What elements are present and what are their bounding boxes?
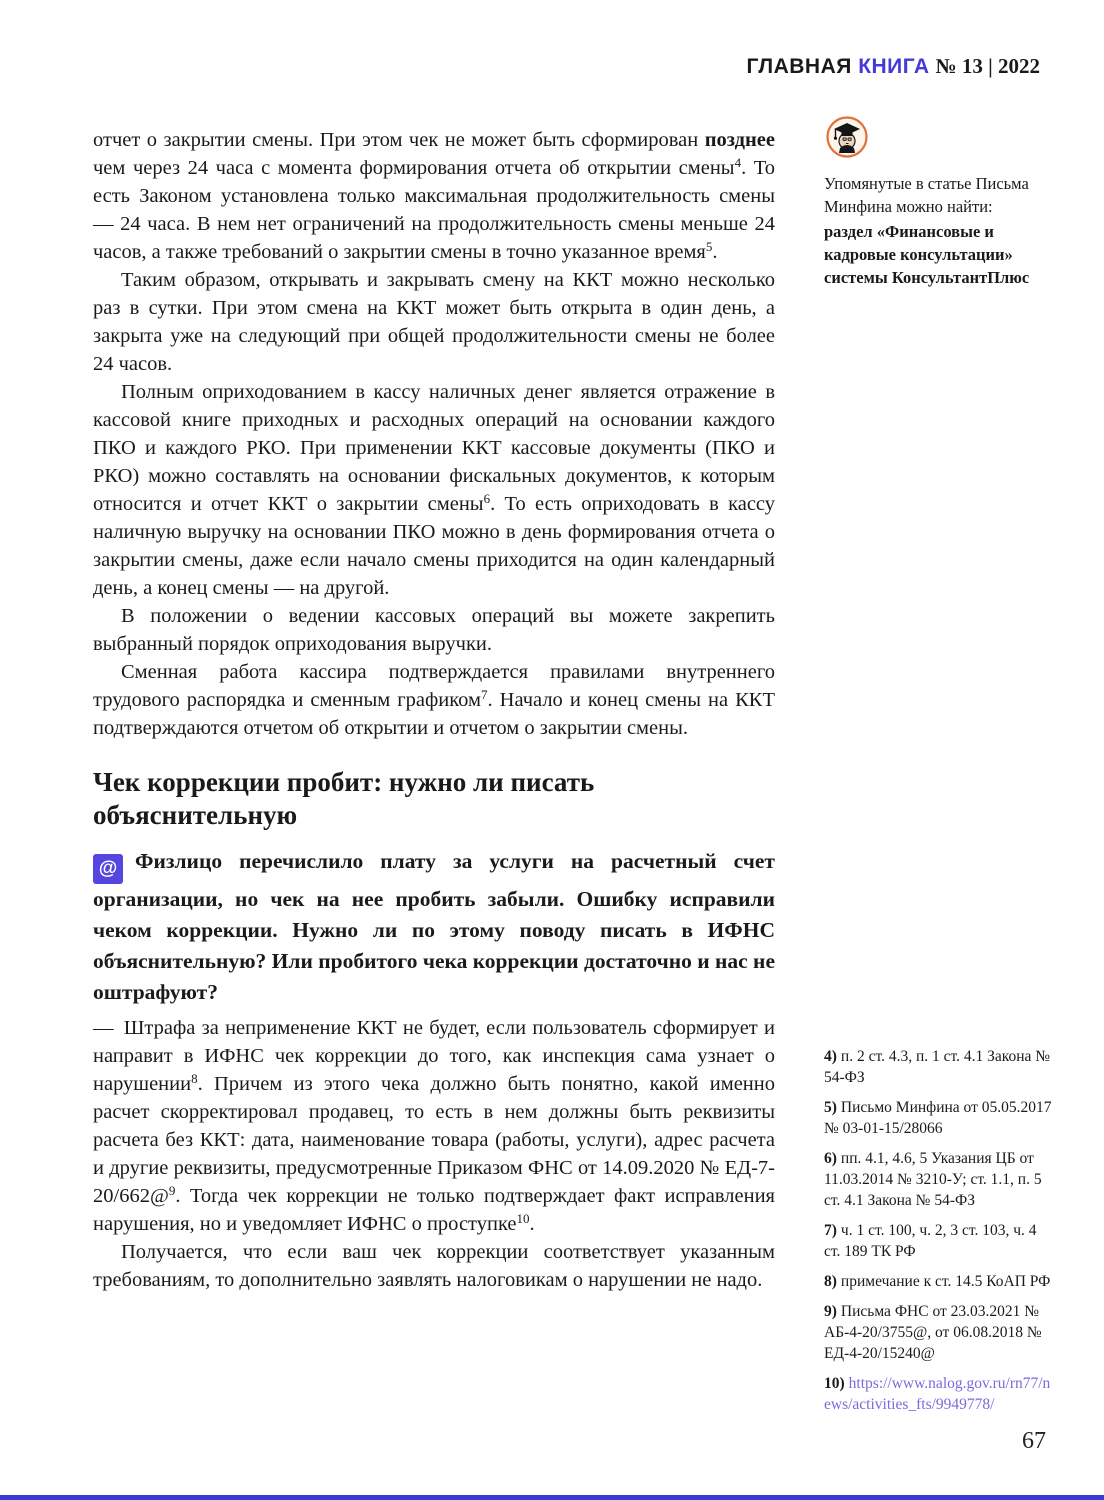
footnote-ref: 6 [483, 491, 491, 506]
article-column [93, 126, 775, 1294]
paragraph [93, 266, 775, 378]
note-text: Упомянутые в статье Письма Минфина можно найти: [824, 174, 1029, 216]
question-block [93, 846, 775, 1008]
page-header [746, 54, 1040, 79]
footnote-number: 7) [824, 1222, 837, 1239]
footnote-number: 4) [824, 1048, 837, 1065]
paragraph [93, 126, 775, 266]
footnote-ref: 10 [516, 1211, 530, 1226]
intro-paragraphs [93, 126, 775, 742]
footnote-text: Письмо Минфина от 05.05.2017 № 03-01-15/28066 [824, 1099, 1052, 1137]
footnote-text: п. 2 ст. 4.3, п. 1 ст. 4.1 Закона № 54-ФЗ [824, 1048, 1051, 1086]
paragraph [93, 1238, 775, 1294]
footnote-item [824, 1271, 1056, 1292]
paragraph [93, 602, 775, 658]
footnote-item [824, 1373, 1056, 1415]
footnote-number: 6) [824, 1150, 837, 1167]
text-run: . Причем из этого чека должно быть понятно, какой именно расчет скорректировал продавец, то есть в нем должны быть реквизиты расчета без ККТ: дата, наименование товара (работы, услуги), адрес расчета и другие реквизиты, предусмотренные Приказом ФНС от 14.09.2020 № ЕД-7-20/662@ [93, 1073, 775, 1207]
footnote-number: 5) [824, 1099, 837, 1116]
at-icon: @ [93, 854, 123, 884]
footnote-item [824, 1220, 1056, 1262]
text-run: Таким образом, открывать и закрывать смену на ККТ можно несколько раз в сутки. При этом смена на ККТ может быть открыта в один день, а закрыта уже на следующий при общей продолжительности смены не более 24 часов. [93, 269, 775, 375]
text-run: В положении о ведении кассовых операций вы можете закрепить выбранный порядок оприходования выручки. [93, 605, 775, 655]
answer-paragraphs [93, 1014, 775, 1294]
footnote-ref: 8 [191, 1071, 198, 1086]
footnote-number: 10) [824, 1375, 845, 1392]
footnote-text: пп. 4.1, 4.6, 5 Указания ЦБ от 11.03.2014 № 3210-У; ст. 1.1, п. 5 ст. 4.1 Закона № 54-ФЗ [824, 1150, 1042, 1209]
text-run: — Штрафа за неприменение ККТ не будет, если пользователь сформирует и направит в ИФНС чек коррекции до того, как инспекция сама узнает о нарушении [93, 1017, 775, 1095]
section-heading: Чек коррекции пробит: нужно ли писать объяснительную [93, 767, 595, 830]
brand-title [746, 55, 929, 78]
professor-icon [826, 116, 868, 158]
text-run: отчет о закрытии смены. При этом чек не может быть сформирован [93, 129, 705, 151]
footnote-item [824, 1148, 1056, 1211]
footnotes-list [824, 1046, 1056, 1424]
brand-word-blue: КНИГА [858, 55, 930, 78]
text-run: Физлицо перечислило плату за услуги на расчетный счет организации, но чек на нее пробить забыли. Ошибку исправили чеком коррекции. Нужно ли по этому поводу писать в ИФНС объяснительную? Или пробитого чека коррекции достаточно и нас не оштрафуют? [93, 849, 775, 1004]
text-run: Полным оприходованием в кассу наличных денег является отражение в кассовой книге приходных и расходных операций на основании каждого ПКО и каждого РКО. При применении ККТ кассовые документы (ПКО и РКО) можно составлять на основании фискальных документов, к которым относится и отчет ККТ о закрытии смены [93, 381, 775, 515]
text-run: . Начало и конец смены на ККТ подтверждаются отчетом об открытии и отчетом о закрытии смены. [93, 689, 775, 739]
text-run: . [529, 1213, 535, 1235]
note-bold-text: раздел «Финансовые и кадровые консультации» системы КонсультантПлюс [824, 222, 1030, 287]
page-number: 67 [1022, 1428, 1046, 1454]
footnote-text: примечание к ст. 14.5 КоАП РФ [840, 1273, 1051, 1290]
paragraph [93, 378, 775, 602]
brand-word-black: ГЛАВНАЯ [746, 55, 859, 78]
text-run: . Тогда чек коррекции не только подтверждает факт исправления нарушения, но и уведомляет ИФНС о проступке [93, 1185, 775, 1235]
text-run: . [712, 241, 718, 263]
consultant-note [824, 116, 1046, 289]
question-text [93, 849, 775, 1004]
text-run: чем через 24 часа с момента формирования отчета об открытии смены [93, 157, 735, 179]
paragraph [93, 1014, 775, 1238]
footnote-text: ч. 1 ст. 100, ч. 2, 3 ст. 103, ч. 4 ст. 189 ТК РФ [824, 1222, 1037, 1260]
footnote-ref: 5 [705, 239, 713, 254]
text-run: Получается, что если ваш чек коррекции соответствует указанным требованиям, то дополнительно заявлять налоговикам о нарушении не надо. [93, 1241, 775, 1291]
text-run: позднее [704, 129, 775, 151]
footnote-item [824, 1301, 1056, 1364]
footnote-url-link[interactable]: https://www.nalog.gov.ru/rn77/news/activities_fts/9949778/ [824, 1375, 1051, 1413]
issue-number: № 13 | 2022 [935, 54, 1040, 78]
footnote-ref: 4 [734, 155, 742, 170]
footnote-number: 8) [824, 1273, 837, 1290]
footnote-text: Письма ФНС от 23.03.2021 № АБ-4-20/3755@, от 06.08.2018 № ЕД-4-20/15240@ [824, 1303, 1042, 1362]
text-run: Сменная работа кассира подтверждается правилами внутреннего трудового распорядка и сменным графиком [93, 661, 775, 711]
text-run: . То есть Законом установлена только максимальная продолжительность смены — 24 часа. В нем нет ограничений на продолжительность смены меньше 24 часов, а также требований о закрытии смены в точно указанное время [93, 157, 775, 263]
text-run: . То есть оприходовать в кассу наличную выручку на основании ПКО можно в день формирования отчета о закрытии смены, даже если начало смены приходится на один календарный день, а конец смены — на другой. [93, 493, 776, 599]
paragraph [93, 658, 775, 742]
footnote-ref: 7 [481, 687, 488, 702]
footnote-ref: 9 [168, 1183, 176, 1198]
footnote-item [824, 1097, 1056, 1139]
footnote-item [824, 1046, 1056, 1088]
bottom-rule [0, 1495, 1104, 1500]
footnote-number: 9) [824, 1303, 837, 1320]
